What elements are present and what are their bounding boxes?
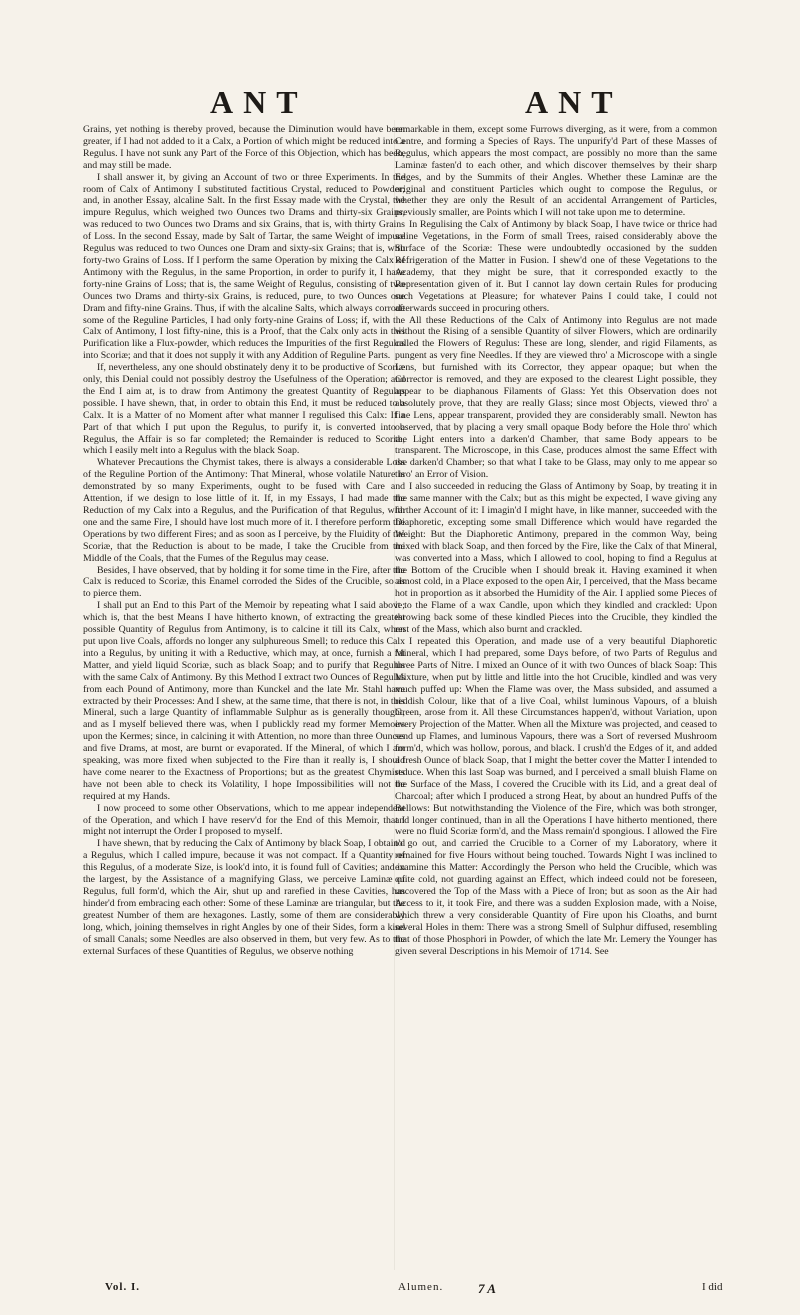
- signature-mark: 7 A: [478, 1281, 496, 1296]
- paragraph: I also succeeded in reducing the Glass of Antimony by Soap, by treating it in the same manner with the Calx; but as this might be expected, I wave giving any farther Account of it: I imagin'd I might have, in like manner, succeeded with the Diaphoretic, excepting some small Difference which would have regarded the Weight: But the Diaphoretic Antimony, prepared in the common Way, being mixed with black Soap, and then forced by the Fire, like the Calx of that Mineral, was converted into a Mass, which I allowed to cool, hoping to find a Regulus at the Bottom of the Crucible when I should break it. Having examined it when almost cold, in a Place exposed to the open Air, I perceived, that the Mass became hot in proportion as it absorbed the Humidity of the Air. I applied some Pieces of it to the Flame of a wax Candle, upon which they kindled and crackled: Upon throwing back some of these kindled Pieces into the Crucible, they kindled the rest of the Mass, which also burnt and crackled.: [395, 481, 717, 636]
- catchword-right: I did: [702, 1281, 723, 1293]
- paragraph: In Regulising the Calx of Antimony by black Soap, I have twice or thrice had saline Vegetations, in the Form of small Trees, raised considerably above the Surface of the Scoriæ: These were undoubtedly occasioned by the sudden Refrigeration of the Matter in Fusion. I shew'd one of these Vegetations to the Academy, that they might be sure, that it corresponded exactly to the Representation given of it. But I cannot lay down certain Rules for producing such Vegetations at Pleasure; for whatever Pains I could take, I could not afterwards succeed in procuring others.: [395, 219, 717, 314]
- paragraph: Whatever Precautions the Chymist takes, there is always a considerable Loss of the Reguline Portion of the Antimony: That Mineral, whose volatile Nature is demonstrated by so many Experiments, ought to be fused with Care and Attention, if we design to lose little of it. If, in my Essays, I had made the Reduction of my Calx into a Regulus, and the Purification of that Regulus, with one and the same Fire, I should have lost much more of it. I therefore perform the Operations by two different Fires; and as soon as I perceive, by the Fluidity of the Scoriæ, that the Reduction is about to be made, I take the Crucible from the Middle of the Coals, that the Fumes of the Regulus may cease.: [83, 457, 405, 564]
- paragraph: Besides, I have observed, that by holding it for some time in the Fire, after the Calx is reduced to Scoriæ, this Enamel corroded the Sides of the Crucible, so as to pierce them.: [83, 564, 405, 600]
- left-column: [83, 124, 405, 1270]
- running-head-left: ANT: [210, 84, 308, 120]
- paragraph: I shall answer it, by giving an Account of two or three Experiments. In the room of Calx of Antimony I substituted factitious Crystal, reduced to Powder; and, in another Essay, alcaline Salt. In the first Essay made with the Crystal, the impure Regulus, which weighed two Ounces two Drams and thirty-six Grains, was reduced to two Ounces two Drams and six Grains, that is, with thirty Grains of Loss. In the second Essay, made by Salt of Tartar, the same Weight of impure Regulus was reduced to two Ounces one Dram and sixty-six Grains; that is, with forty-two Grains of Loss. If I perform the same Operation by mixing the Calx of Antimony with the Regulus, in the same Proportion, in order to purify it, I have forty-nine Grains of Loss; that is, the same Weight of Regulus, consisting of two Ounces two Drams and thirty-six Grains, is reduced, pure, to two Ounces one Dram and fifty-nine Grains. Thus, if with the alcaline Salts, which always corrode some of the Reguline Particles, I had only forty-nine Grains of Loss; if, with the Calx of Antimony, I lost fifty-nine, this is a Proof, that the Calx only acts in this Purification like a Flux-powder, which reduces the Impurities of the first Regulus into Scoriæ; and that it does not supply it with any Addition of Reguline Parts.: [83, 171, 405, 362]
- paragraph: remarkable in them, except some Furrows diverging, as it were, from a common Centre, and forming a Species of Rays. The unpurify'd Part of these Masses of Regulus, which appears the most compact, are possibly no more than the same Laminæ fasten'd to each other, and which discover themselves by their sharp Edges, and by the Summits of their Angles. Whether these Laminæ are the original and constituent Particles which ought to compose the Regulus, or whether they are only the Result of an accidental Arrangement of Particles, previously smaller, are Points which I will not take upon me to determine.: [395, 124, 717, 219]
- paragraph: I have shewn, that by reducing the Calx of Antimony by black Soap, I obtain'd a Regulus, which I called impure, because it was not compact. If a Quantity of this Regulus, of a moderate Size, is look'd into, it is found full of Cavities; and in the largest, by the Assistance of a magnifying Glass, we perceive Laminæ of Regulus, full form'd, which the Air, shut up and rarefied in these Cavities, has hinder'd from embracing each other: Some of these Laminæ are triangular, but the greatest Number of them are hexagones. Lastly, some of them are considerably long, which, joining themselves in right Angles by one of their Sides, form a kind of small Canals; some Needles are also observed in them, but very few. As to the external Surfaces of these Quantities of Regulus, we observe nothing: [83, 838, 405, 957]
- volume-label: Vol. I.: [105, 1281, 141, 1293]
- paragraph: I now proceed to some other Observations, which to me appear independent of the Operation, and which I have reserv'd for the End of this Memoir, that I might not interrupt the Order I proposed to myself.: [83, 802, 405, 838]
- paragraph: I shall put an End to this Part of the Memoir by repeating what I said above; which is, that the best Means I have hitherto known, of extracting the greatest possible Quantity of Regulus from Antimony, is to calcine it till its Calx, when put upon live Coals, affords no longer any sulphureous Smell; to reduce this Calx into a Regulus, by uniting it with a Reductive, which may, at once, furnish a fat Matter, and yield liquid Scoriæ, such as black Soap; and to purify that Regulus with the same Calx of Antimony. By this Method I extract two Ounces of Regulus from each Pound of Antimony, more than Kunckel and the late Mr. Stahl have extracted by their Processes: And I shew, at the same time, that there is not, in this Mineral, such a large Quantity of inflammable Sulphur as is generally thought, and as I myself believed there was, when I publickly read my former Memoirs upon the Kermes; since, in calcining it with Attention, no more than three Ounces and five Drams, at most, are burnt or evaporated. If the Mineral, of which I am speaking, was more fixed when subjected to the Fire than it really is, I should have come nearer to the Exactness of Proportions; but as the greatest Chymists have not been able to check its Volatility, I hope Impossibilities will not be required at my Hands.: [83, 600, 405, 802]
- paragraph: I repeated this Operation, and made use of a very beautiful Diaphoretic Mineral, which I had prepared, some Days before, of two Parts of Regulus and three Parts of Nitre. I mixed an Ounce of it with two Ounces of black Soap: This Mixture, when put by little and little into the hot Crucible, kindled and was very much puffed up: When the Flame was over, the Mass subsided, and assumed a reddish Colour, like that of a live Coal, whilst luminous Vapours, of a bluish Green, arose from it. All these Circumstances happen'd, without Variation, upon every Projection of the Matter. When all the Mixture was projected, and ceased to send up Flames, and luminous Vapours, there was a Sort of reversed Mushroom form'd, which was hollow, porous, and black. I crush'd the Edges of it, and added a fresh Ounce of black Soap, that I might the better cover the Matter I intended to reduce. When this last Soap was burned, and I perceived a small bluish Flame on the Surface of the Mass, I covered the Crucible with its Lid, and a great deal of Charcoal; after which I produced a strong Heat, by about an hundred Puffs of the Bellows: But notwithstanding the Violence of the Fire, which was both stronger, and longer continued, than in all the Operations I have hitherto mentioned, there were no fluid Scoriæ form'd, and the Mass remain'd spongious. I allowed the Fire to go out, and carried the Crucible to a Corner of my Laboratory, where it remained for five Hours without being touched. Towards Night I was inclined to examine this Matter: Accordingly the Person who held the Crucible, which was quite cold, not guarding against an Effect, which indeed could not be foreseen, uncovered the Top of the Mass with a Piece of Iron; but as soon as the Air had Access to it, it took Fire, and there was a sudden Explosion made, with a Noise, which threw a very considerable Quantity of Fire upon his Cloaths, and burnt several Holes in them: There was a strong Smell of Sulphur diffused, resembling that of those Phosphori in Powder, of which the late Mr. Lemery the Younger has given several Descriptions in his Memoir of 1714. See: [395, 635, 717, 957]
- right-column: [395, 124, 717, 1270]
- catchword-left: Alumen.: [398, 1281, 444, 1293]
- paragraph: If, nevertheless, any one should obstinately deny it to be productive of Scoriæ only, this Denial could not possibly destroy the Usefulness of the Operation; and the End I aim at, is to draw from Antimony the greatest Quantity of Regulus possible. I have shewn, that, in order to obtain this End, it must be reduced to a Calx. It is a Matter of no Moment after what manner I regulised this Calx: If a Part of that which I put upon the Regulus, to purify it, is converted into a Regulus, the Affair is so far completed; the Remainder is reduced to Scoriæ, which I easily melt into a Regulus with the black Soap.: [83, 362, 405, 457]
- paragraph: All these Reductions of the Calx of Antimony into Regulus are not made without the Rising of a sensible Quantity of silver Flowers, which are ordinarily called the Flowers of Regulus: These are long, slender, and rigid Filaments, as pungent as very fine Needles. If they are viewed thro' a Microscope with a single Lens, but furnished with its Corrector, they appear opaque; but when the Corrector is removed, and they are exposed to the clearest Light possible, they appear to be diaphanous Filaments of Glass: Yet this Observation does not absolutely prove, that they are really Glass; since most Objects, viewed thro' a fine Lens, appear transparent, provided they are considerably small. Newton has observed, that by placing a very small opaque Body before the Hole thro' which the Light enters into a darken'd Chamber, that same Body appears to be transparent. The Microscope, in this Case, produces almost the same Effect with the darken'd Chamber; so that what I take to be Glass, may only to me appear so thro' an Error of Vision.: [395, 314, 717, 481]
- paragraph: Grains, yet nothing is thereby proved, because the Diminution would have been greater, if I had not added to it a Calx, a Portion of which might be reduced into a Regulus. I have not sunk any Part of the Force of this Objection, which has been, and may still be made.: [83, 124, 405, 171]
- running-head-right: ANT: [525, 84, 623, 120]
